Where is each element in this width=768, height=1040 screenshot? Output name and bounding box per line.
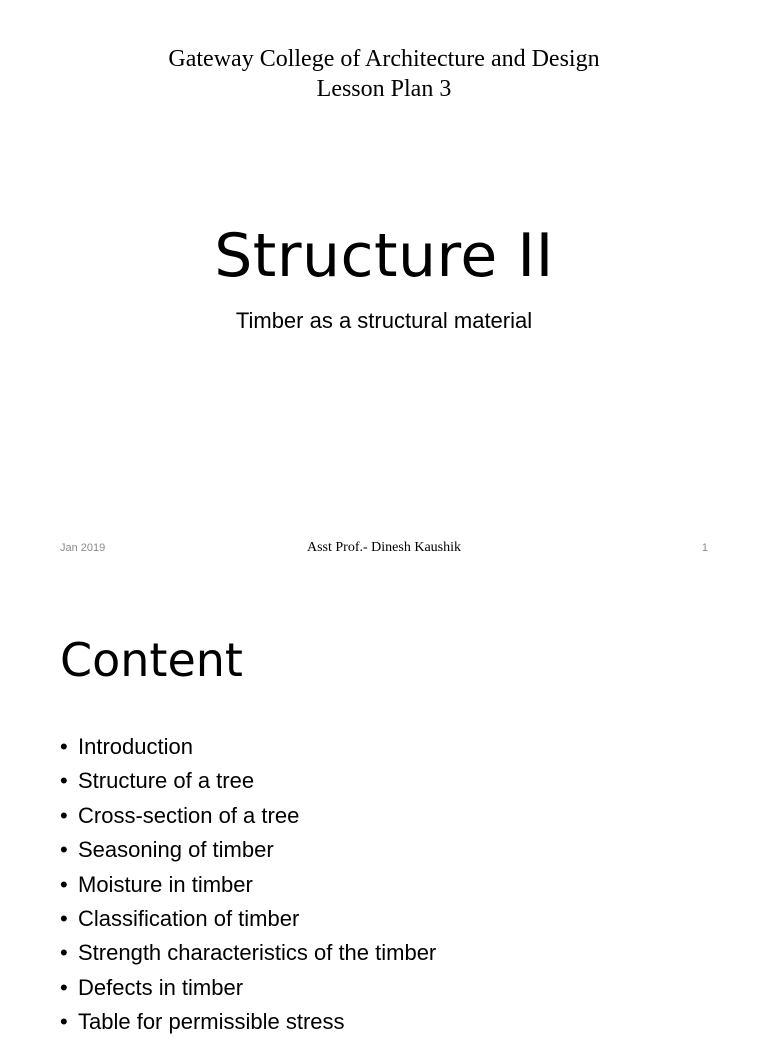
content-title: Content <box>60 633 243 687</box>
list-item: • Introduction <box>60 730 436 764</box>
slide-subtitle: Timber as a structural material <box>235 308 533 333</box>
college-name: Gateway College of Architecture and Design <box>168 46 600 72</box>
list-item: • Cross-section of a tree <box>60 799 436 833</box>
footer-date: Jan 2019 <box>60 542 106 554</box>
footer-author: Asst Prof.- Dinesh Kaushik <box>307 540 461 555</box>
content-slide <box>0 576 768 1035</box>
list-item: • Defects in timber <box>60 971 436 1005</box>
footer-page-number: 1 <box>701 542 708 554</box>
list-item: • Moisture in timber <box>60 868 436 902</box>
content-list <box>60 730 436 1040</box>
list-item: • Table for permissible stress <box>60 1005 436 1039</box>
list-item: • Structure of a tree <box>60 764 436 798</box>
list-item: • Classification of timber <box>60 902 436 936</box>
list-item: • Seasoning of timber <box>60 833 436 867</box>
slide-title: Structure II <box>214 221 554 291</box>
lesson-plan-label: Lesson Plan 3 <box>316 76 452 102</box>
list-item: • Strength characteristics of the timber <box>60 936 436 970</box>
